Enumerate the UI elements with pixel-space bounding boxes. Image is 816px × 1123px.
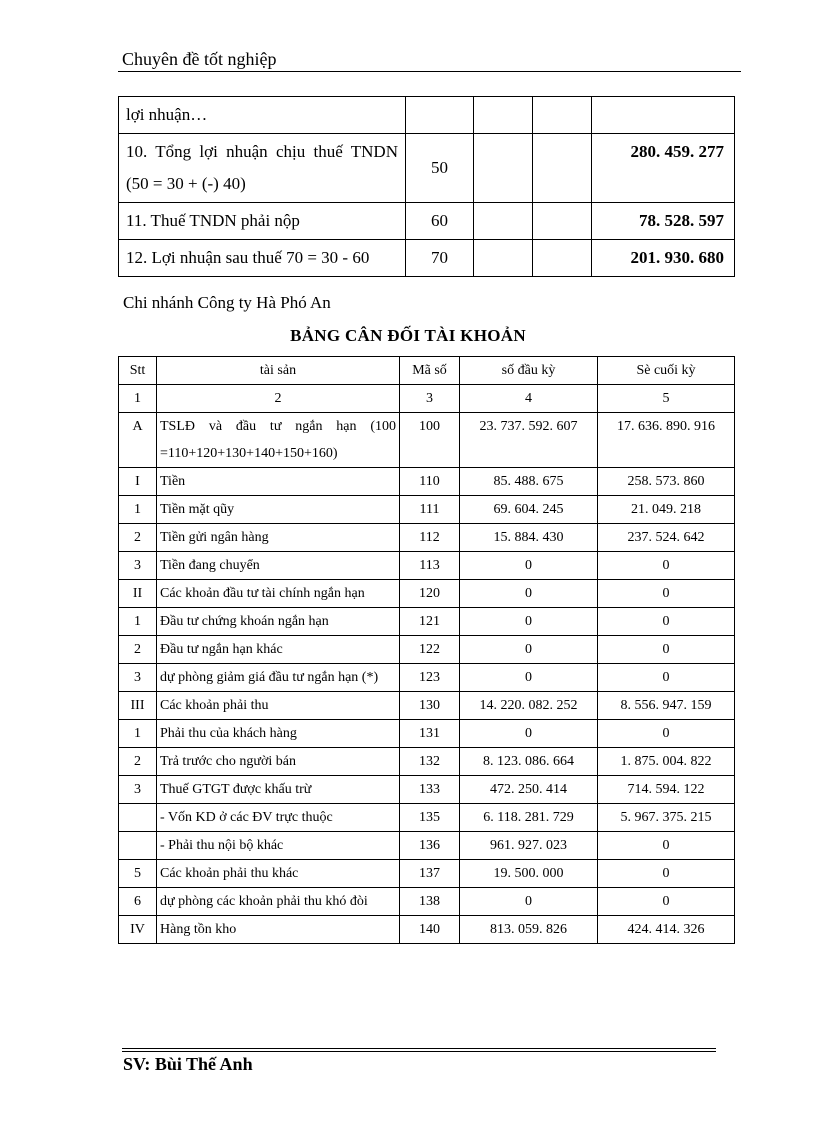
table-row: [119, 580, 735, 608]
row-stt: A: [119, 413, 157, 468]
row-opening-balance: 69. 604. 245: [460, 496, 598, 524]
row-code: 113: [400, 552, 460, 580]
table-row: [119, 720, 735, 748]
income-cell: [474, 240, 533, 277]
row-account-name: Đầu tư ngắn hạn khác: [157, 636, 400, 664]
income-cell: [533, 240, 592, 277]
row-account-name: Đầu tư chứng khoán ngắn hạn: [157, 608, 400, 636]
row-closing-balance: 1. 875. 004. 822: [598, 748, 735, 776]
row-stt: 6: [119, 888, 157, 916]
row-closing-balance: 0: [598, 720, 735, 748]
row-account-name: Thuế GTGT được khấu trừ: [157, 776, 400, 804]
table-row: [119, 776, 735, 804]
column-header: số đầu kỳ: [460, 357, 598, 385]
page-header-title: Chuyên đề tốt nghiệp: [122, 49, 277, 69]
table-row: [119, 240, 735, 277]
row-stt: 1: [119, 608, 157, 636]
income-amount: 201. 930. 680: [592, 240, 735, 277]
row-opening-balance: 0: [460, 580, 598, 608]
income-cell: [474, 203, 533, 240]
row-account-name: Phải thu của khách hàng: [157, 720, 400, 748]
row-opening-balance: 0: [460, 720, 598, 748]
row-stt: 2: [119, 748, 157, 776]
row-opening-balance: 0: [460, 888, 598, 916]
row-code: 112: [400, 524, 460, 552]
table-row: [119, 748, 735, 776]
table-row: [119, 636, 735, 664]
row-code: 137: [400, 860, 460, 888]
row-opening-balance: 23. 737. 592. 607: [460, 413, 598, 468]
balance-sheet-title: BẢNG CÂN ĐỐI TÀI KHOẢN: [290, 326, 526, 345]
row-account-name: Trả trước cho người bán: [157, 748, 400, 776]
income-label: 12. Lợi nhuận sau thuế 70 = 30 - 60: [119, 240, 406, 277]
row-stt: 2: [119, 524, 157, 552]
column-index: 3: [400, 385, 460, 413]
column-index: 1: [119, 385, 157, 413]
row-opening-balance: 15. 884. 430: [460, 524, 598, 552]
income-code: 70: [406, 240, 474, 277]
row-account-name: Hàng tồn kho: [157, 916, 400, 944]
table-row: [119, 468, 735, 496]
row-closing-balance: 0: [598, 860, 735, 888]
row-closing-balance: 0: [598, 888, 735, 916]
row-closing-balance: 0: [598, 552, 735, 580]
row-closing-balance: 714. 594. 122: [598, 776, 735, 804]
table-row: [119, 524, 735, 552]
row-opening-balance: 0: [460, 636, 598, 664]
income-code: 50: [406, 134, 474, 203]
column-index: 4: [460, 385, 598, 413]
row-opening-balance: 961. 927. 023: [460, 832, 598, 860]
row-code: 111: [400, 496, 460, 524]
row-closing-balance: 258. 573. 860: [598, 468, 735, 496]
row-closing-balance: 0: [598, 608, 735, 636]
row-account-name: Các khoản phải thu khác: [157, 860, 400, 888]
row-stt: 3: [119, 776, 157, 804]
column-header: tài sản: [157, 357, 400, 385]
row-closing-balance: 237. 524. 642: [598, 524, 735, 552]
row-stt: III: [119, 692, 157, 720]
row-stt: 3: [119, 552, 157, 580]
row-code: 138: [400, 888, 460, 916]
row-code: 131: [400, 720, 460, 748]
row-closing-balance: 0: [598, 580, 735, 608]
column-index: 5: [598, 385, 735, 413]
table-row: [119, 608, 735, 636]
row-closing-balance: 8. 556. 947. 159: [598, 692, 735, 720]
row-stt: I: [119, 468, 157, 496]
table-header-row: [119, 357, 735, 385]
footer-rule: [122, 1051, 716, 1052]
table-row: [119, 134, 735, 203]
row-opening-balance: 472. 250. 414: [460, 776, 598, 804]
row-opening-balance: 19. 500. 000: [460, 860, 598, 888]
column-header: Mã số: [400, 357, 460, 385]
table-row: [119, 97, 735, 134]
table-index-row: [119, 385, 735, 413]
row-account-name: - Phải thu nội bộ khác: [157, 832, 400, 860]
row-closing-balance: 0: [598, 832, 735, 860]
row-closing-balance: 0: [598, 664, 735, 692]
row-code: 122: [400, 636, 460, 664]
table-row: [119, 552, 735, 580]
row-account-name: Tiền: [157, 468, 400, 496]
row-code: 140: [400, 916, 460, 944]
row-account-name: Tiền gửi ngân hàng: [157, 524, 400, 552]
row-account-name: Các khoản đầu tư tài chính ngắn hạn: [157, 580, 400, 608]
row-closing-balance: 17. 636. 890. 916: [598, 413, 735, 468]
row-account-name: dự phòng giảm giá đầu tư ngắn hạn (*): [157, 664, 400, 692]
row-account-name: dự phòng các khoản phải thu khó đòi: [157, 888, 400, 916]
row-stt: II: [119, 580, 157, 608]
row-code: 136: [400, 832, 460, 860]
branch-name: Chi nhánh Công ty Hà Phó An: [123, 293, 331, 312]
row-opening-balance: 14. 220. 082. 252: [460, 692, 598, 720]
table-row: [119, 413, 735, 468]
income-cell: [533, 97, 592, 134]
income-label: 10. Tổng lợi nhuận chịu thuế TNDN (50 = 30 + (-) 40): [119, 134, 406, 203]
income-amount: [592, 97, 735, 134]
row-code: 110: [400, 468, 460, 496]
row-stt: 1: [119, 720, 157, 748]
income-label: 11. Thuế TNDN phải nộp: [119, 203, 406, 240]
table-row: [119, 804, 735, 832]
table-row: [119, 888, 735, 916]
row-code: 120: [400, 580, 460, 608]
row-stt: 2: [119, 636, 157, 664]
row-opening-balance: 85. 488. 675: [460, 468, 598, 496]
income-cell: [533, 134, 592, 203]
row-account-name: Các khoản phải thu: [157, 692, 400, 720]
row-opening-balance: 8. 123. 086. 664: [460, 748, 598, 776]
table-row: [119, 664, 735, 692]
row-code: 130: [400, 692, 460, 720]
row-code: 123: [400, 664, 460, 692]
row-code: 133: [400, 776, 460, 804]
income-amount: 78. 528. 597: [592, 203, 735, 240]
footer-rule: [122, 1048, 716, 1049]
row-code: 132: [400, 748, 460, 776]
income-table: [118, 96, 735, 277]
table-row: [119, 860, 735, 888]
row-stt: 1: [119, 496, 157, 524]
table-row: [119, 496, 735, 524]
row-opening-balance: 813. 059. 826: [460, 916, 598, 944]
row-opening-balance: 0: [460, 552, 598, 580]
row-code: 121: [400, 608, 460, 636]
row-code: 135: [400, 804, 460, 832]
table-row: [119, 203, 735, 240]
income-code: [406, 97, 474, 134]
row-stt: 5: [119, 860, 157, 888]
income-cell: [533, 203, 592, 240]
student-name: SV: Bùi Thế Anh: [123, 1054, 253, 1074]
table-row: [119, 692, 735, 720]
income-cell: [474, 134, 533, 203]
row-account-name: TSLĐ và đầu tư ngắn hạn (100 =110+120+130+140+150+160): [157, 413, 400, 468]
row-stt: [119, 804, 157, 832]
income-label: lợi nhuận…: [119, 97, 406, 134]
row-account-name: Tiền mặt qũy: [157, 496, 400, 524]
table-row: [119, 832, 735, 860]
row-closing-balance: 5. 967. 375. 215: [598, 804, 735, 832]
row-opening-balance: 0: [460, 608, 598, 636]
row-closing-balance: 424. 414. 326: [598, 916, 735, 944]
row-account-name: - Vốn KD ở các ĐV trực thuộc: [157, 804, 400, 832]
column-index: 2: [157, 385, 400, 413]
row-stt: IV: [119, 916, 157, 944]
income-amount: 280. 459. 277: [592, 134, 735, 203]
column-header: Sè cuối kỳ: [598, 357, 735, 385]
row-account-name: Tiền đang chuyển: [157, 552, 400, 580]
income-cell: [474, 97, 533, 134]
row-closing-balance: 21. 049. 218: [598, 496, 735, 524]
column-header: Stt: [119, 357, 157, 385]
row-stt: 3: [119, 664, 157, 692]
table-row: [119, 916, 735, 944]
row-closing-balance: 0: [598, 636, 735, 664]
row-opening-balance: 0: [460, 664, 598, 692]
income-code: 60: [406, 203, 474, 240]
row-code: 100: [400, 413, 460, 468]
row-opening-balance: 6. 118. 281. 729: [460, 804, 598, 832]
balance-table: [118, 356, 735, 944]
row-stt: [119, 832, 157, 860]
header-rule: [118, 71, 741, 72]
